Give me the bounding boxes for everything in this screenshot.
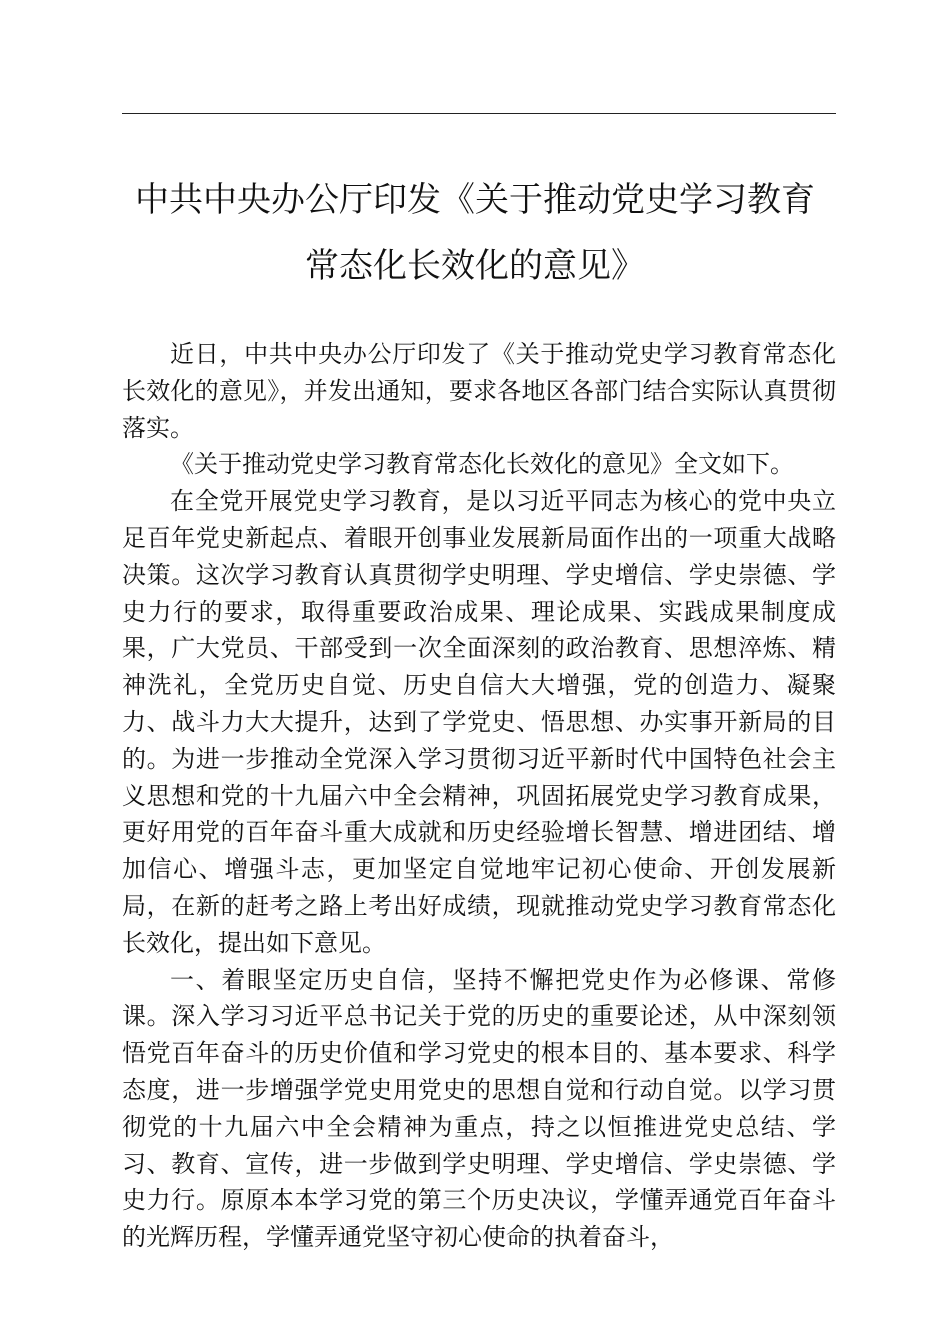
paragraph-fulltext-note: 《关于推动党史学习教育常态化长效化的意见》全文如下。 <box>170 450 794 479</box>
paragraph-preamble: 在全党开展党史学习教育，是以习近平同志为核心的党中央立足百年党史新起点、着眼开创事业发展新局面作出的一项重大战略决策。这次学习教育认真贯彻学史明理、学史增信、学史崇德、学史力行的要求，取得重要政治成果、理论成果、实践成果制度成果，广大党员、干部受到一次全面深刻的政治教育、思想淬炼、精神洗礼，全党历史自觉、历史自信大大增强，党的创造力、凝聚力、战斗力大大提升，达到了学党史、悟思想、办实事开新局的目的。为进一步推动全党深入学习贯彻习近平新时代中国特色社会主义思想和党的十九届六中全会精神，巩固拓展党史学习教育成果，更好用党的百年奋斗重大成就和历史经验增长智慧、增进团结、增加信心、增强斗志，更加坚定自觉地牢记初心使命、开创发展新局，在新的赶考之路上考出好成绩，现就推动党史学习教育常态化长效化，提出如下意见。 <box>122 487 836 957</box>
paragraph-intro: 近日，中共中央办公厅印发了《关于推动党史学习教育常态化长效化的意见》，并发出通知，要求各地区各部门结合实际认真贯彻落实。 <box>122 340 836 442</box>
document-title-line-2: 常态化长效化的意见》 <box>305 246 645 286</box>
header-rule <box>122 113 836 114</box>
document-body <box>122 336 836 1256</box>
paragraph-section-one: 一、着眼坚定历史自信，坚持不懈把党史作为必修课、常修课。深入学习习近平总书记关于党的历史的重要论述，从中深刻领悟党百年奋斗的历史价值和学习党史的根本目的、基本要求、科学态度，进一步增强学党史用党史的思想自觉和行动自觉。以学习贯彻党的十九届六中全会精神为重点，持之以恒推进党史总结、学习、教育、宣传，进一步做到学史明理、学史增信、学史崇德、学史力行。原原本本学习党的第三个历史决议，学懂弄通党百年奋斗的光辉历程，学懂弄通党坚守初心使命的执着奋斗， <box>122 965 836 1252</box>
document-title-line-1: 中共中央办公厅印发《关于推动党史学习教育 <box>135 180 815 220</box>
